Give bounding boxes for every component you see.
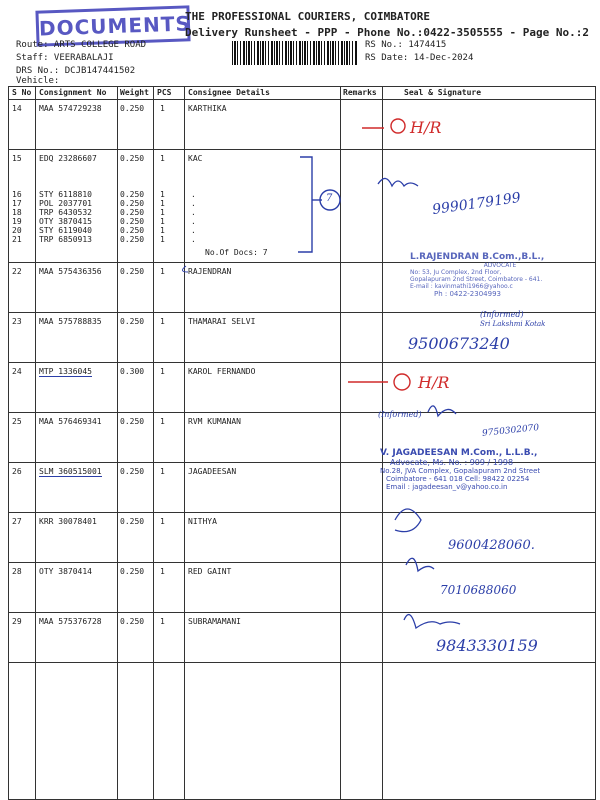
- row-consignee: NITHYA: [188, 517, 217, 526]
- informed-note-2: (Informed): [378, 410, 422, 419]
- stamp-line: L.RAJENDRAN B.Com.,B.L.,: [410, 252, 545, 262]
- row-weight: 0.250: [120, 617, 145, 626]
- rs-number: RS No.: 1474415: [365, 40, 447, 50]
- red-mark-row14: [362, 119, 405, 133]
- row-sno: 26: [12, 467, 22, 476]
- row-weight: 0.250: [120, 417, 145, 426]
- row-pcs: 1: [160, 567, 165, 576]
- row-weight: 0.250: [120, 317, 145, 326]
- hr-note-1: H/R: [410, 118, 442, 137]
- row-pcs: 1: [160, 154, 165, 163]
- col-consignee: Consignee Details: [188, 88, 270, 97]
- row-sno: 24: [12, 367, 22, 376]
- stamp-line: Advocate, Ms. No. : 909 / 1998: [390, 458, 514, 467]
- row-pcs: 1: [160, 617, 165, 626]
- bracket: [298, 157, 340, 252]
- stamp-line: Gopalapuram 2nd Street, Coimbatore - 641.: [410, 276, 543, 283]
- row-weight: 0.250: [120, 467, 145, 476]
- stamp-line: Ph : 0422-2304993: [434, 290, 501, 298]
- phone-note-29: 9843330159: [436, 636, 538, 655]
- sub-sno: 18: [12, 208, 22, 217]
- col-pcs: PCS: [157, 88, 172, 97]
- stamp-line: V. JAGADEESAN M.Com., L.L.B.,: [380, 448, 538, 458]
- sub-weight: 0.250: [120, 208, 145, 217]
- row-consignee: KAC: [188, 154, 203, 163]
- sub-pcs: 1: [160, 226, 165, 235]
- sub-consignee: .: [191, 235, 196, 244]
- sub-consignee: .: [191, 208, 196, 217]
- row-sno: 14: [12, 104, 22, 113]
- stamp-line: Coimbatore - 641 018 Cell: 98422 02254: [386, 475, 530, 483]
- sub-pcs: 1: [160, 199, 165, 208]
- row-weight: 0.250: [120, 517, 145, 526]
- rs-date: RS Date: 14-Dec-2024: [365, 53, 474, 63]
- row-sno: 15: [12, 154, 22, 163]
- row-pcs: 1: [160, 517, 165, 526]
- row-sno: 29: [12, 617, 22, 626]
- row-consignee: RED GAINT: [188, 567, 232, 576]
- row-sno: 28: [12, 567, 22, 576]
- row-consignment: MAA 575436356: [39, 267, 102, 276]
- row-pcs: 1: [160, 367, 165, 376]
- row-pcs: 1: [160, 104, 165, 113]
- phone-note-23: 9500673240: [408, 334, 510, 353]
- sub-sno: 16: [12, 190, 22, 199]
- row-weight: 0.250: [120, 104, 145, 113]
- row-pcs: 1: [160, 267, 165, 276]
- advocate-stamp-rajendran: [410, 252, 590, 298]
- col-consignment: Consignment No: [39, 88, 107, 97]
- row-consignee: KARTHIKA: [188, 104, 227, 113]
- sub-consignee: .: [191, 199, 196, 208]
- row-consignment: KRR 30078401: [39, 517, 97, 526]
- sub-consignee: .: [191, 217, 196, 226]
- staff: Staff: VEERABALAJI: [16, 53, 114, 63]
- sub-consignment: TRP 6430532: [39, 208, 92, 217]
- sub-pcs: 1: [160, 235, 165, 244]
- row-consignee: KAROL FERNANDO: [188, 367, 256, 376]
- stamp-line: Email : jagadeesan_v@yahoo.co.in: [386, 483, 508, 491]
- row-consignee: RAJENDRAN: [188, 267, 232, 276]
- col-seal-signature: Seal & Signature: [404, 88, 482, 97]
- row-consignment: SLM 360515001: [39, 467, 102, 476]
- sub-consignment: POL 2037701: [39, 199, 92, 208]
- row-weight: 0.300: [120, 367, 145, 376]
- informed-note-1: (Informed): [480, 310, 524, 319]
- sub-consignment: OTY 3870415: [39, 217, 92, 226]
- stamp-line: No.28, JVA Complex, Gopalapuram 2nd Street: [380, 467, 541, 475]
- documents-stamp: DOCUMENTS: [35, 5, 190, 46]
- row-consignment: MAA 575788835: [39, 317, 102, 326]
- row-weight: 0.250: [120, 154, 145, 163]
- row-weight: 0.250: [120, 567, 145, 576]
- col-sno: S No: [12, 88, 32, 97]
- row-consignee: RVM KUMANAN: [188, 417, 241, 426]
- sub-sno: 21: [12, 235, 22, 244]
- phone-note-15: 9990179199: [431, 189, 522, 219]
- row-consignment: OTY 3870414: [39, 567, 92, 576]
- red-mark-row24: [348, 374, 410, 390]
- drs-number: DRS No.: DCJB147441502: [16, 66, 136, 76]
- row-pcs: 1: [160, 317, 165, 326]
- sub-consignee: .: [191, 226, 196, 235]
- row-sno: 22: [12, 267, 22, 276]
- sub-weight: 0.250: [120, 190, 145, 199]
- sub-weight: 0.250: [120, 199, 145, 208]
- company-name: THE PROFESSIONAL COURIERS, COIMBATORE: [185, 10, 431, 23]
- col-remarks: Remarks: [343, 88, 377, 97]
- sub-weight: 0.250: [120, 226, 145, 235]
- tick-mark: [182, 266, 188, 272]
- sub-consignment: TRP 6850913: [39, 235, 92, 244]
- stamp-line: ADVOCATE: [483, 262, 517, 269]
- row-sno: 25: [12, 417, 22, 426]
- vehicle: Vehicle:: [16, 76, 60, 86]
- advocate-stamp-jagadeesan: [380, 448, 590, 491]
- sub-consignment: STY 6119040: [39, 226, 92, 235]
- row-weight: 0.250: [120, 267, 145, 276]
- no-of-docs: No.Of Docs: 7: [205, 248, 268, 257]
- sub-pcs: 1: [160, 190, 165, 199]
- stamp-line: No: 53, Ju Complex, 2nd Floor,: [410, 269, 502, 276]
- sheet-subtitle: Delivery Runsheet - PPP - Phone No.:0422-3505555 - Page No.:2: [185, 26, 589, 39]
- row-consignment: MAA 575376728: [39, 617, 102, 626]
- lakshmi-note: Sri Lakshmi Kotak: [480, 320, 546, 328]
- sub-pcs: 1: [160, 217, 165, 226]
- sub-pcs: 1: [160, 208, 165, 217]
- route: Route: ARTS COLLEGE ROAD: [16, 40, 147, 50]
- hr-note-2: H/R: [418, 373, 450, 392]
- sub-weight: 0.250: [120, 217, 145, 226]
- phone-note-27: 9600428060.: [448, 538, 535, 553]
- row-consignee: SUBRAMAMANI: [188, 617, 241, 626]
- sub-consignee: .: [191, 190, 196, 199]
- row-sno: 27: [12, 517, 22, 526]
- row-consignee: JAGADEESAN: [188, 467, 237, 476]
- stamp-line: E-mail : kavinmathi1966@yahoo.c: [410, 283, 513, 290]
- row-consignment: MAA 574729238: [39, 104, 102, 113]
- row-consignment: MTP 1336045: [39, 367, 92, 376]
- row-consignee: THAMARAI SELVI: [188, 317, 256, 326]
- row-pcs: 1: [160, 417, 165, 426]
- phone-note-28: 7010688060: [440, 583, 517, 597]
- docs-count-circle: 7: [326, 193, 333, 204]
- row-sno: 23: [12, 317, 22, 326]
- phone-note-25: 9750302070: [481, 423, 540, 439]
- col-weight: Weight: [120, 88, 149, 97]
- sub-sno: 19: [12, 217, 22, 226]
- row-consignment: MAA 576469341: [39, 417, 102, 426]
- sub-sno: 17: [12, 199, 22, 208]
- sub-sno: 20: [12, 226, 22, 235]
- row-consignment: EDQ 23286607: [39, 154, 97, 163]
- row-pcs: 1: [160, 467, 165, 476]
- signature-strokes: [378, 178, 460, 628]
- sub-consignment: STY 6118810: [39, 190, 92, 199]
- sub-weight: 0.250: [120, 235, 145, 244]
